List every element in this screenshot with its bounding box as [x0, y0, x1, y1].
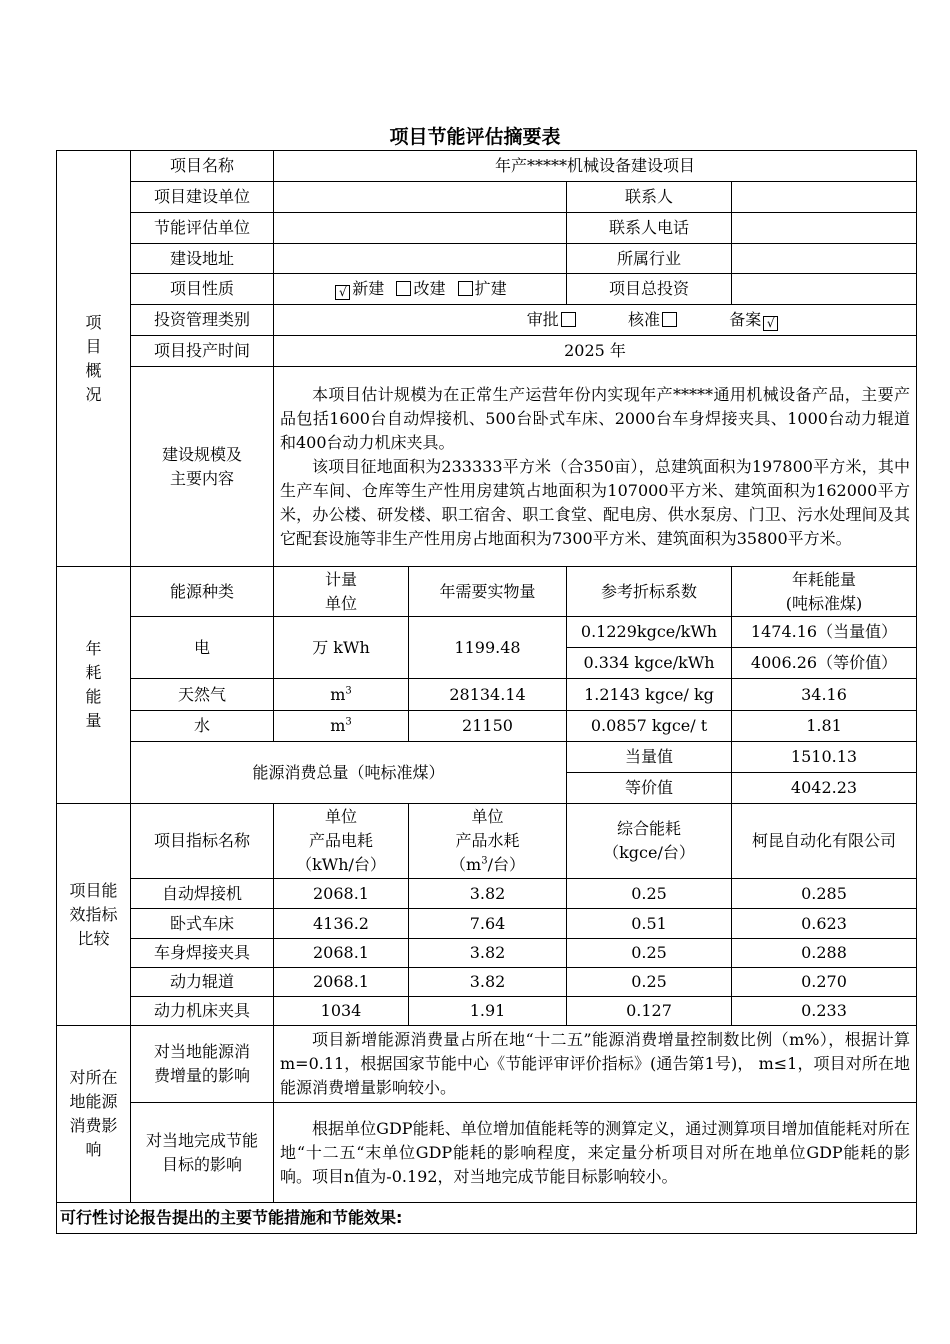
electricity-consume-1: 1474.16（当量值）: [732, 617, 917, 648]
gas-qty: 28134.14: [409, 679, 567, 711]
electricity-qty: 1199.48: [409, 617, 567, 679]
electricity-name: 电: [131, 617, 274, 679]
row-power: 4136.2: [274, 909, 409, 939]
nature-expand-label: 扩建: [474, 279, 507, 298]
contact-phone-value: [732, 213, 917, 244]
table-row: [57, 909, 917, 939]
equal-label: 等价值: [567, 773, 732, 804]
row-total: 0.25: [567, 968, 732, 997]
scale-paragraph-1: 本项目估计规模为在正常生产运营年份内实现年产*****通用机械设备产品，主要产品包括1600台自动焊接机、500台卧式车床、2000台车身焊接夹具、1000台动力辊道和400台动力机床夹具。: [280, 384, 911, 452]
increment-impact-label: 对当地能源消 费增量的影响: [131, 1026, 274, 1103]
row-power: 1034: [274, 997, 409, 1026]
efficiency-water-header: 单位 产品水耗 （$m^3/$台）: [409, 804, 567, 879]
electricity-consume-2: 4006.26（等价值）: [732, 648, 917, 679]
row-water: 3.82: [409, 968, 567, 997]
project-name-label: 项目名称: [131, 151, 274, 182]
summary-table: [56, 150, 917, 1234]
scale-paragraph-2: 该项目征地面积为233333平方米（合350亩），总建筑面积为197800平方米，其中生产车间、仓库等生产性用房建筑占地面积为107000平方米、建筑面积为162000平方米，办公楼、研发楼、职工宿舍、职工食堂、配电房、供水泵房、门卫、污水处理间及其它配套设施等非生产性用房占地面积为7300平方米、建筑面积为35800平方米。: [280, 456, 911, 548]
table-row: [57, 997, 917, 1026]
gas-coef: 1.2143 kgce/ kg: [567, 679, 732, 711]
measures-heading: 可行性讨论报告提出的主要节能措施和节能效果:: [57, 1203, 917, 1234]
water-qty: 21150: [409, 711, 567, 742]
row-total: 0.127: [567, 997, 732, 1026]
mgmt-verify-label: 核准: [628, 310, 661, 329]
water-coef: 0.0857 kgce/ t: [567, 711, 732, 742]
industry-value: [732, 244, 917, 274]
gas-unit: $m^3$: [274, 679, 409, 711]
mgmt-verify-checkbox[interactable]: [662, 312, 677, 327]
contact-value: [732, 182, 917, 213]
row-company: 0.288: [732, 939, 917, 968]
energy-section-label: 年 耗 能 量: [57, 567, 131, 804]
overview-section-label: 项 目 概 况: [57, 151, 131, 567]
row-power: 2068.1: [274, 939, 409, 968]
electricity-coef-2: 0.334 kgce/kWh: [567, 648, 732, 679]
energy-coef-header: 参考折标系数: [567, 567, 732, 617]
contact-label: 联系人: [567, 182, 732, 213]
industry-label: 所属行业: [567, 244, 732, 274]
gas-name: 天然气: [131, 679, 274, 711]
increment-impact-text: 项目新增能源消费量占所在地“十二五”能源消费增量控制数比例（m%），根据计算m=0.11，根据国家节能中心《节能评审评价指标》(通告第1号)， m≤1，项目对所在地能源消费增量影响较小。: [274, 1026, 917, 1103]
nature-options: [274, 274, 567, 305]
nature-label: 项目性质: [131, 274, 274, 305]
mgmt-record-label: 备案: [729, 310, 762, 329]
mgmt-options: [274, 305, 917, 336]
row-company: 0.270: [732, 968, 917, 997]
row-company: 0.623: [732, 909, 917, 939]
target-impact-text: 根据单位GDP能耗、单位增加值能耗等的测算定义，通过测算项目增加值能耗对所在地“十二五“末单位GDP能耗的影响程度，来定量分析项目对所在地单位GDP能耗的影响。项目n值为-0.192，对当地完成节能目标影响较小。: [274, 1103, 917, 1203]
nature-new-label: 新建: [352, 279, 385, 298]
total-invest-value: [732, 274, 917, 305]
energy-unit-header: 计量 单位: [274, 567, 409, 617]
scale-label: 建设规模及 主要内容: [131, 367, 274, 567]
row-company: 0.233: [732, 997, 917, 1026]
row-water: 3.82: [409, 939, 567, 968]
row-water: 7.64: [409, 909, 567, 939]
builder-value: [274, 182, 567, 213]
energy-qty-header: 年需要实物量: [409, 567, 567, 617]
row-name: 自动焊接机: [131, 879, 274, 909]
efficiency-total-header: 综合能耗 （kgce/台）: [567, 804, 732, 879]
table-row: [57, 879, 917, 909]
total-invest-label: 项目总投资: [567, 274, 732, 305]
mgmt-label: 投资管理类别: [131, 305, 274, 336]
row-water: 3.82: [409, 879, 567, 909]
evaluator-value: [274, 213, 567, 244]
row-total: 0.25: [567, 939, 732, 968]
production-time-label: 项目投产时间: [131, 336, 274, 367]
equiv-label: 当量值: [567, 742, 732, 773]
address-label: 建设地址: [131, 244, 274, 274]
electricity-unit: 万 kWh: [274, 617, 409, 679]
row-power: 2068.1: [274, 879, 409, 909]
row-total: 0.25: [567, 879, 732, 909]
water-consume: 1.81: [732, 711, 917, 742]
row-company: 0.285: [732, 879, 917, 909]
equal-value: 4042.23: [732, 773, 917, 804]
table-row: [57, 939, 917, 968]
water-unit: $m^3$: [274, 711, 409, 742]
row-water: 1.91: [409, 997, 567, 1026]
builder-label: 项目建设单位: [131, 182, 274, 213]
efficiency-power-header: 单位 产品电耗 （kWh/台）: [274, 804, 409, 879]
row-name: 车身焊接夹具: [131, 939, 274, 968]
scale-content: [274, 367, 917, 567]
nature-new-checkbox[interactable]: √: [335, 285, 350, 300]
mgmt-approve-label: 审批: [526, 310, 559, 329]
page-title: 项目节能评估摘要表: [389, 126, 561, 148]
mgmt-record-checkbox[interactable]: √: [763, 316, 778, 331]
nature-expand-checkbox[interactable]: [458, 281, 473, 296]
row-name: 动力机床夹具: [131, 997, 274, 1026]
address-value: [274, 244, 567, 274]
nature-reform-label: 改建: [413, 279, 446, 298]
row-name: 动力辊道: [131, 968, 274, 997]
target-impact-label: 对当地完成节能 目标的影响: [131, 1103, 274, 1203]
nature-reform-checkbox[interactable]: [396, 281, 411, 296]
impact-section-label: 对所在 地能源 消费影 响: [57, 1026, 131, 1203]
efficiency-section-label: 项目能 效指标 比较: [57, 804, 131, 1026]
table-row: [57, 968, 917, 997]
energy-type-header: 能源种类: [131, 567, 274, 617]
evaluator-label: 节能评估单位: [131, 213, 274, 244]
gas-consume: 34.16: [732, 679, 917, 711]
energy-consume-header: 年耗能量 (吨标准煤): [732, 567, 917, 617]
electricity-coef-1: 0.1229kgce/kWh: [567, 617, 732, 648]
contact-phone-label: 联系人电话: [567, 213, 732, 244]
row-total: 0.51: [567, 909, 732, 939]
mgmt-approve-checkbox[interactable]: [561, 312, 576, 327]
equiv-value: 1510.13: [732, 742, 917, 773]
project-name-value: 年产*****机械设备建设项目: [274, 151, 917, 182]
water-name: 水: [131, 711, 274, 742]
production-time-value: 2025 年: [274, 336, 917, 367]
efficiency-company-header: 柯昆自动化有限公司: [732, 804, 917, 879]
row-name: 卧式车床: [131, 909, 274, 939]
row-power: 2068.1: [274, 968, 409, 997]
efficiency-name-header: 项目指标名称: [131, 804, 274, 879]
energy-total-label: 能源消费总量（吨标准煤）: [131, 742, 567, 804]
